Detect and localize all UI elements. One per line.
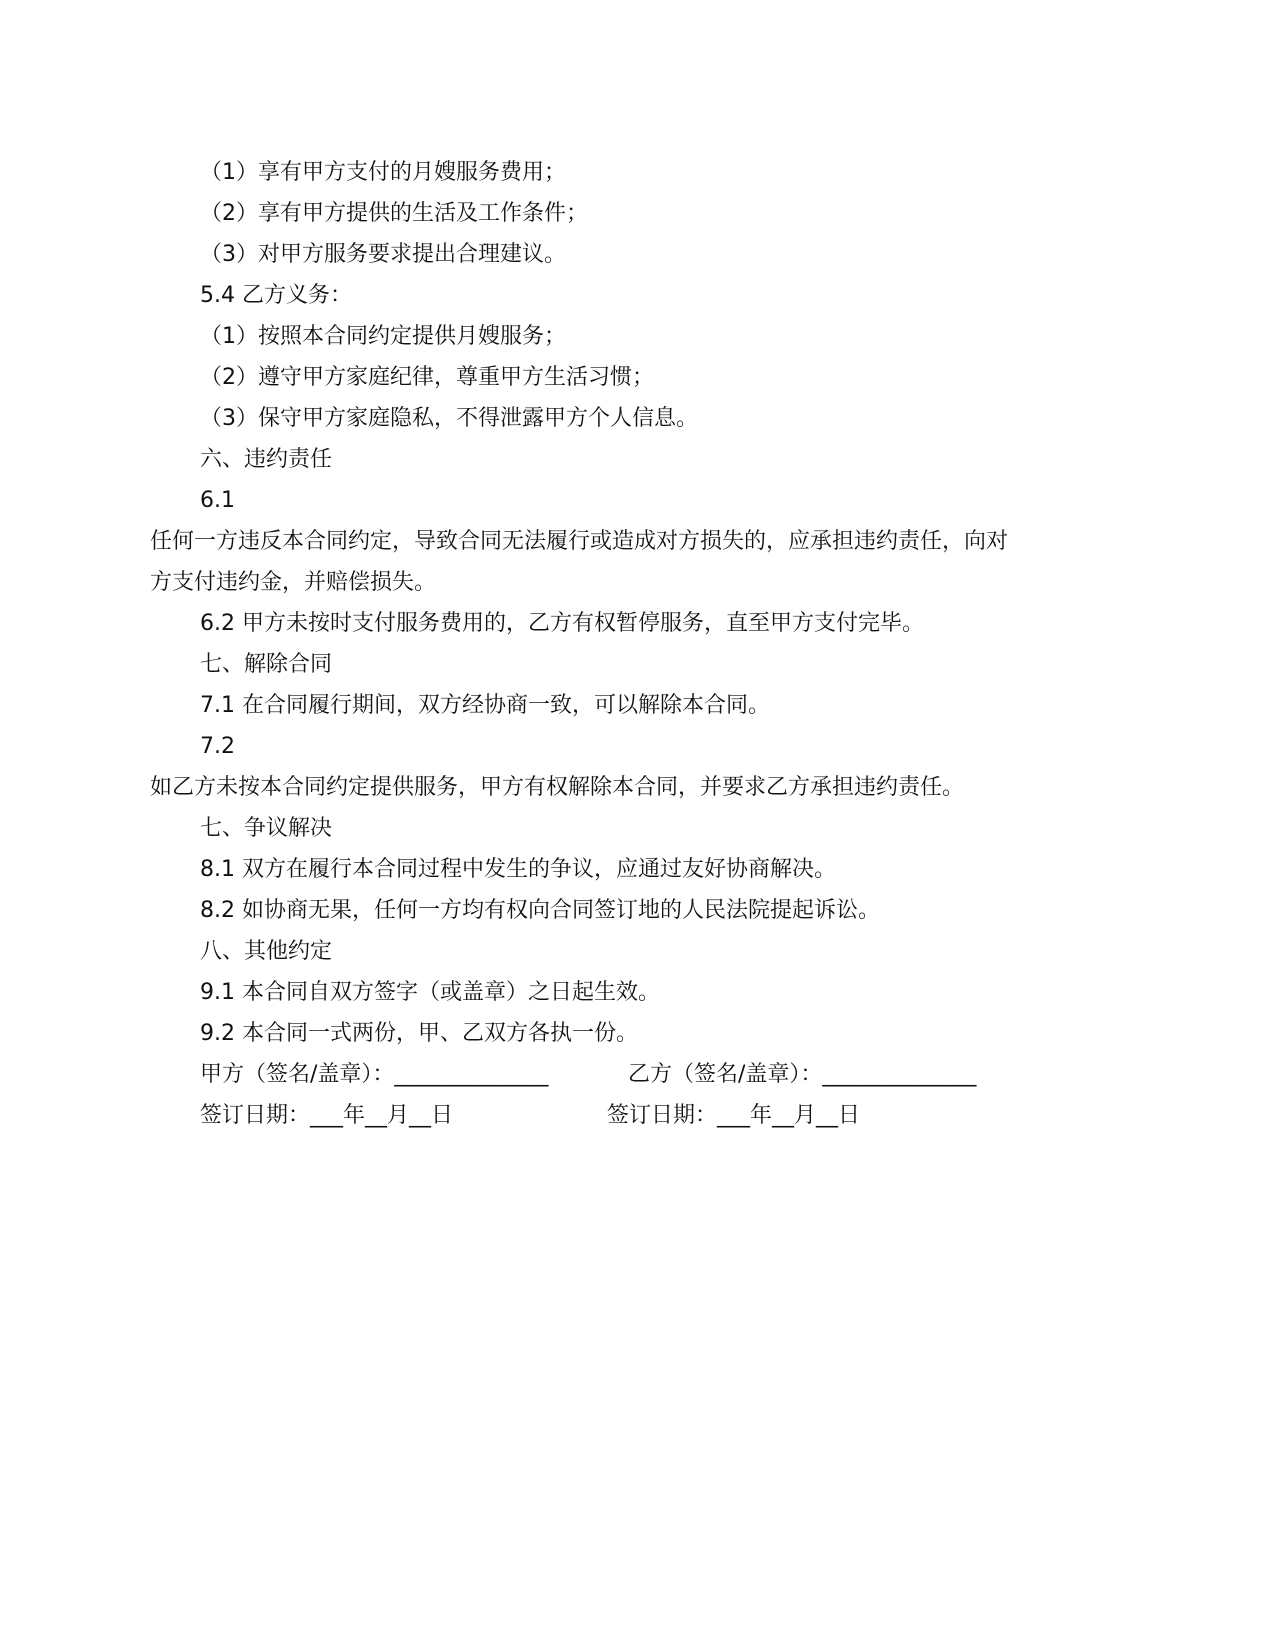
clause-line: 六、违约责任 <box>200 447 333 472</box>
clause-line: 6.1 <box>200 488 235 513</box>
clause-line: 七、争议解决 <box>200 816 333 841</box>
party-b-date: 签订日期：___年__月__日 <box>607 1103 861 1128</box>
clause-line: 任何一方违反本合同约定，导致合同无法履行或造成对方损失的，应承担违约责任，向对 <box>150 529 1009 554</box>
clause-line: 7.2 <box>200 734 235 759</box>
clause-line: 8.2 如协商无果，任何一方均有权向合同签订地的人民法院提起诉讼。 <box>200 898 880 923</box>
clause-line: （2）遵守甲方家庭纪律，尊重甲方生活习惯； <box>200 365 654 390</box>
clause-line: 9.2 本合同一式两份，甲、乙双方各执一份。 <box>200 1021 638 1046</box>
contract-body <box>150 152 1130 1136</box>
date-row <box>150 1095 1130 1136</box>
clause-line: 8.1 双方在履行本合同过程中发生的争议，应通过友好协商解决。 <box>200 857 836 882</box>
clause-line: 八、其他约定 <box>200 939 333 964</box>
clause-line: 方支付违约金，并赔偿损失。 <box>150 570 437 595</box>
clause-line: （1）享有甲方支付的月嫂服务费用； <box>200 160 566 185</box>
party-b-signature: 乙方（签名/盖章）：______________ <box>628 1062 977 1087</box>
clause-line: （2）享有甲方提供的生活及工作条件； <box>200 201 588 226</box>
signature-row <box>150 1054 1130 1095</box>
clause-line: （3）保守甲方家庭隐私，不得泄露甲方个人信息。 <box>200 406 698 431</box>
clause-line: 如乙方未按本合同约定提供服务，甲方有权解除本合同，并要求乙方承担违约责任。 <box>150 775 965 800</box>
contract-clauses <box>150 152 1130 1054</box>
clause-line: 5.4 乙方义务： <box>200 283 352 308</box>
clause-line: 7.1 在合同履行期间，双方经协商一致，可以解除本合同。 <box>200 693 770 718</box>
clause-line: 9.1 本合同自双方签字（或盖章）之日起生效。 <box>200 980 660 1005</box>
clause-line: 6.2 甲方未按时支付服务费用的，乙方有权暂停服务，直至甲方支付完毕。 <box>200 611 924 636</box>
party-a-signature: 甲方（签名/盖章）：______________ <box>200 1062 549 1087</box>
clause-line: （3）对甲方服务要求提出合理建议。 <box>200 242 566 267</box>
party-a-date: 签订日期：___年__月__日 <box>200 1103 454 1128</box>
clause-line: 七、解除合同 <box>200 652 333 677</box>
clause-line: （1）按照本合同约定提供月嫂服务； <box>200 324 566 349</box>
